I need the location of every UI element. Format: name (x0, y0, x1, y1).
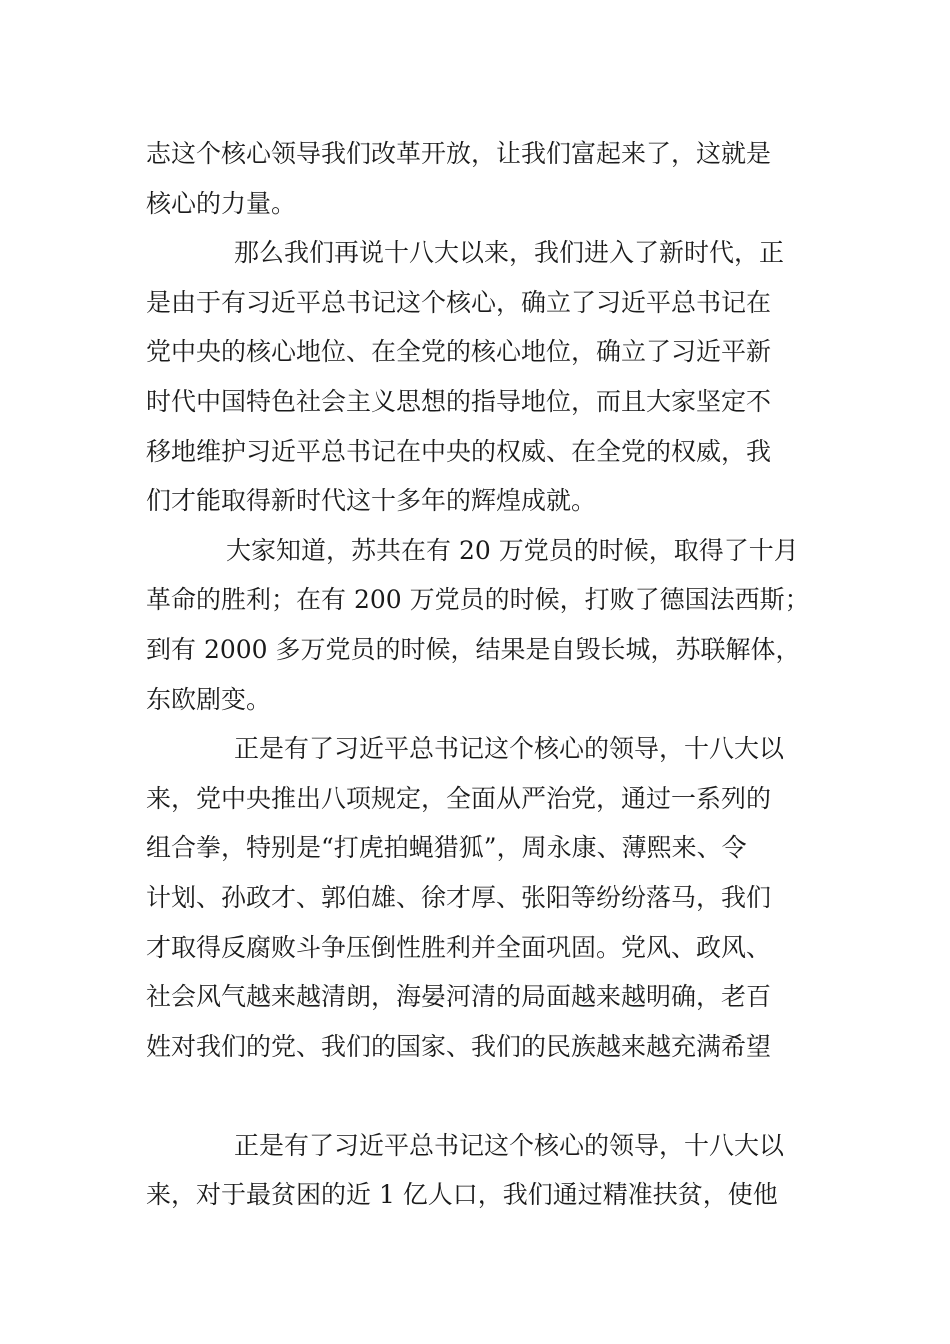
text-line: 正是有了习近平总书记这个核心的领导，十八大以 (234, 1130, 785, 1160)
text-line: 志这个核心领导我们改革开放，让我们富起来了，这就是 (146, 139, 772, 168)
text-line: 组合拳，特别是“打虎拍蝇猎狐”，周永康、薄熙来、令 (146, 833, 747, 863)
text-line: 正是有了习近平总书记这个核心的领导，十八大以 (234, 734, 785, 764)
text-line: 到有 2000 多万党员的时候，结果是自毁长城，苏联解体， (146, 634, 801, 664)
text-line: 才取得反腐败斗争压倒性胜利并全面巩固。党风、政风、 (146, 932, 772, 962)
text-line: 姓对我们的党、我们的国家、我们的民族越来越充满希望 (146, 1031, 772, 1061)
paragraph-3 (146, 526, 816, 724)
text-line: 核心的力量。 (146, 188, 297, 218)
text-line: 革命的胜利；在有 200 万党员的时候，打败了德国法西斯； (146, 585, 810, 615)
text-line: 计划、孙政才、郭伯雄、徐才厚、张阳等纷纷落马，我们 (146, 882, 772, 912)
text-line: 来，对于最贫困的近 1 亿人口，我们通过精准扶贫，使他 (146, 1180, 778, 1210)
text-line: 东欧剧变。 (146, 684, 272, 714)
text-line: 移地维护习近平总书记在中央的权威、在全党的权威，我 (146, 436, 772, 466)
text-line: 大家知道，苏共在有 20 万党员的时候，取得了十月 (226, 535, 799, 565)
paragraph-spacer (146, 1071, 816, 1121)
paragraph-4 (146, 724, 816, 1071)
text-line: 是由于有习近平总书记这个核心，确立了习近平总书记在 (146, 287, 772, 317)
text-line: 社会风气越来越清朗，海晏河清的局面越来越明确，老百 (146, 982, 772, 1012)
paragraph-2 (146, 228, 816, 526)
paragraph-1 (146, 129, 816, 228)
text-line: 那么我们再说十八大以来，我们进入了新时代，正 (234, 238, 785, 268)
document-body (146, 129, 816, 1220)
text-line: 时代中国特色社会主义思想的指导地位，而且大家坚定不 (146, 386, 772, 416)
paragraph-5 (146, 1121, 816, 1220)
text-line: 党中央的核心地位、在全党的核心地位，确立了习近平新 (146, 337, 772, 367)
text-line: 们才能取得新时代这十多年的辉煌成就。 (146, 486, 597, 516)
text-line: 来，党中央推出八项规定，全面从严治党，通过一系列的 (146, 783, 772, 813)
